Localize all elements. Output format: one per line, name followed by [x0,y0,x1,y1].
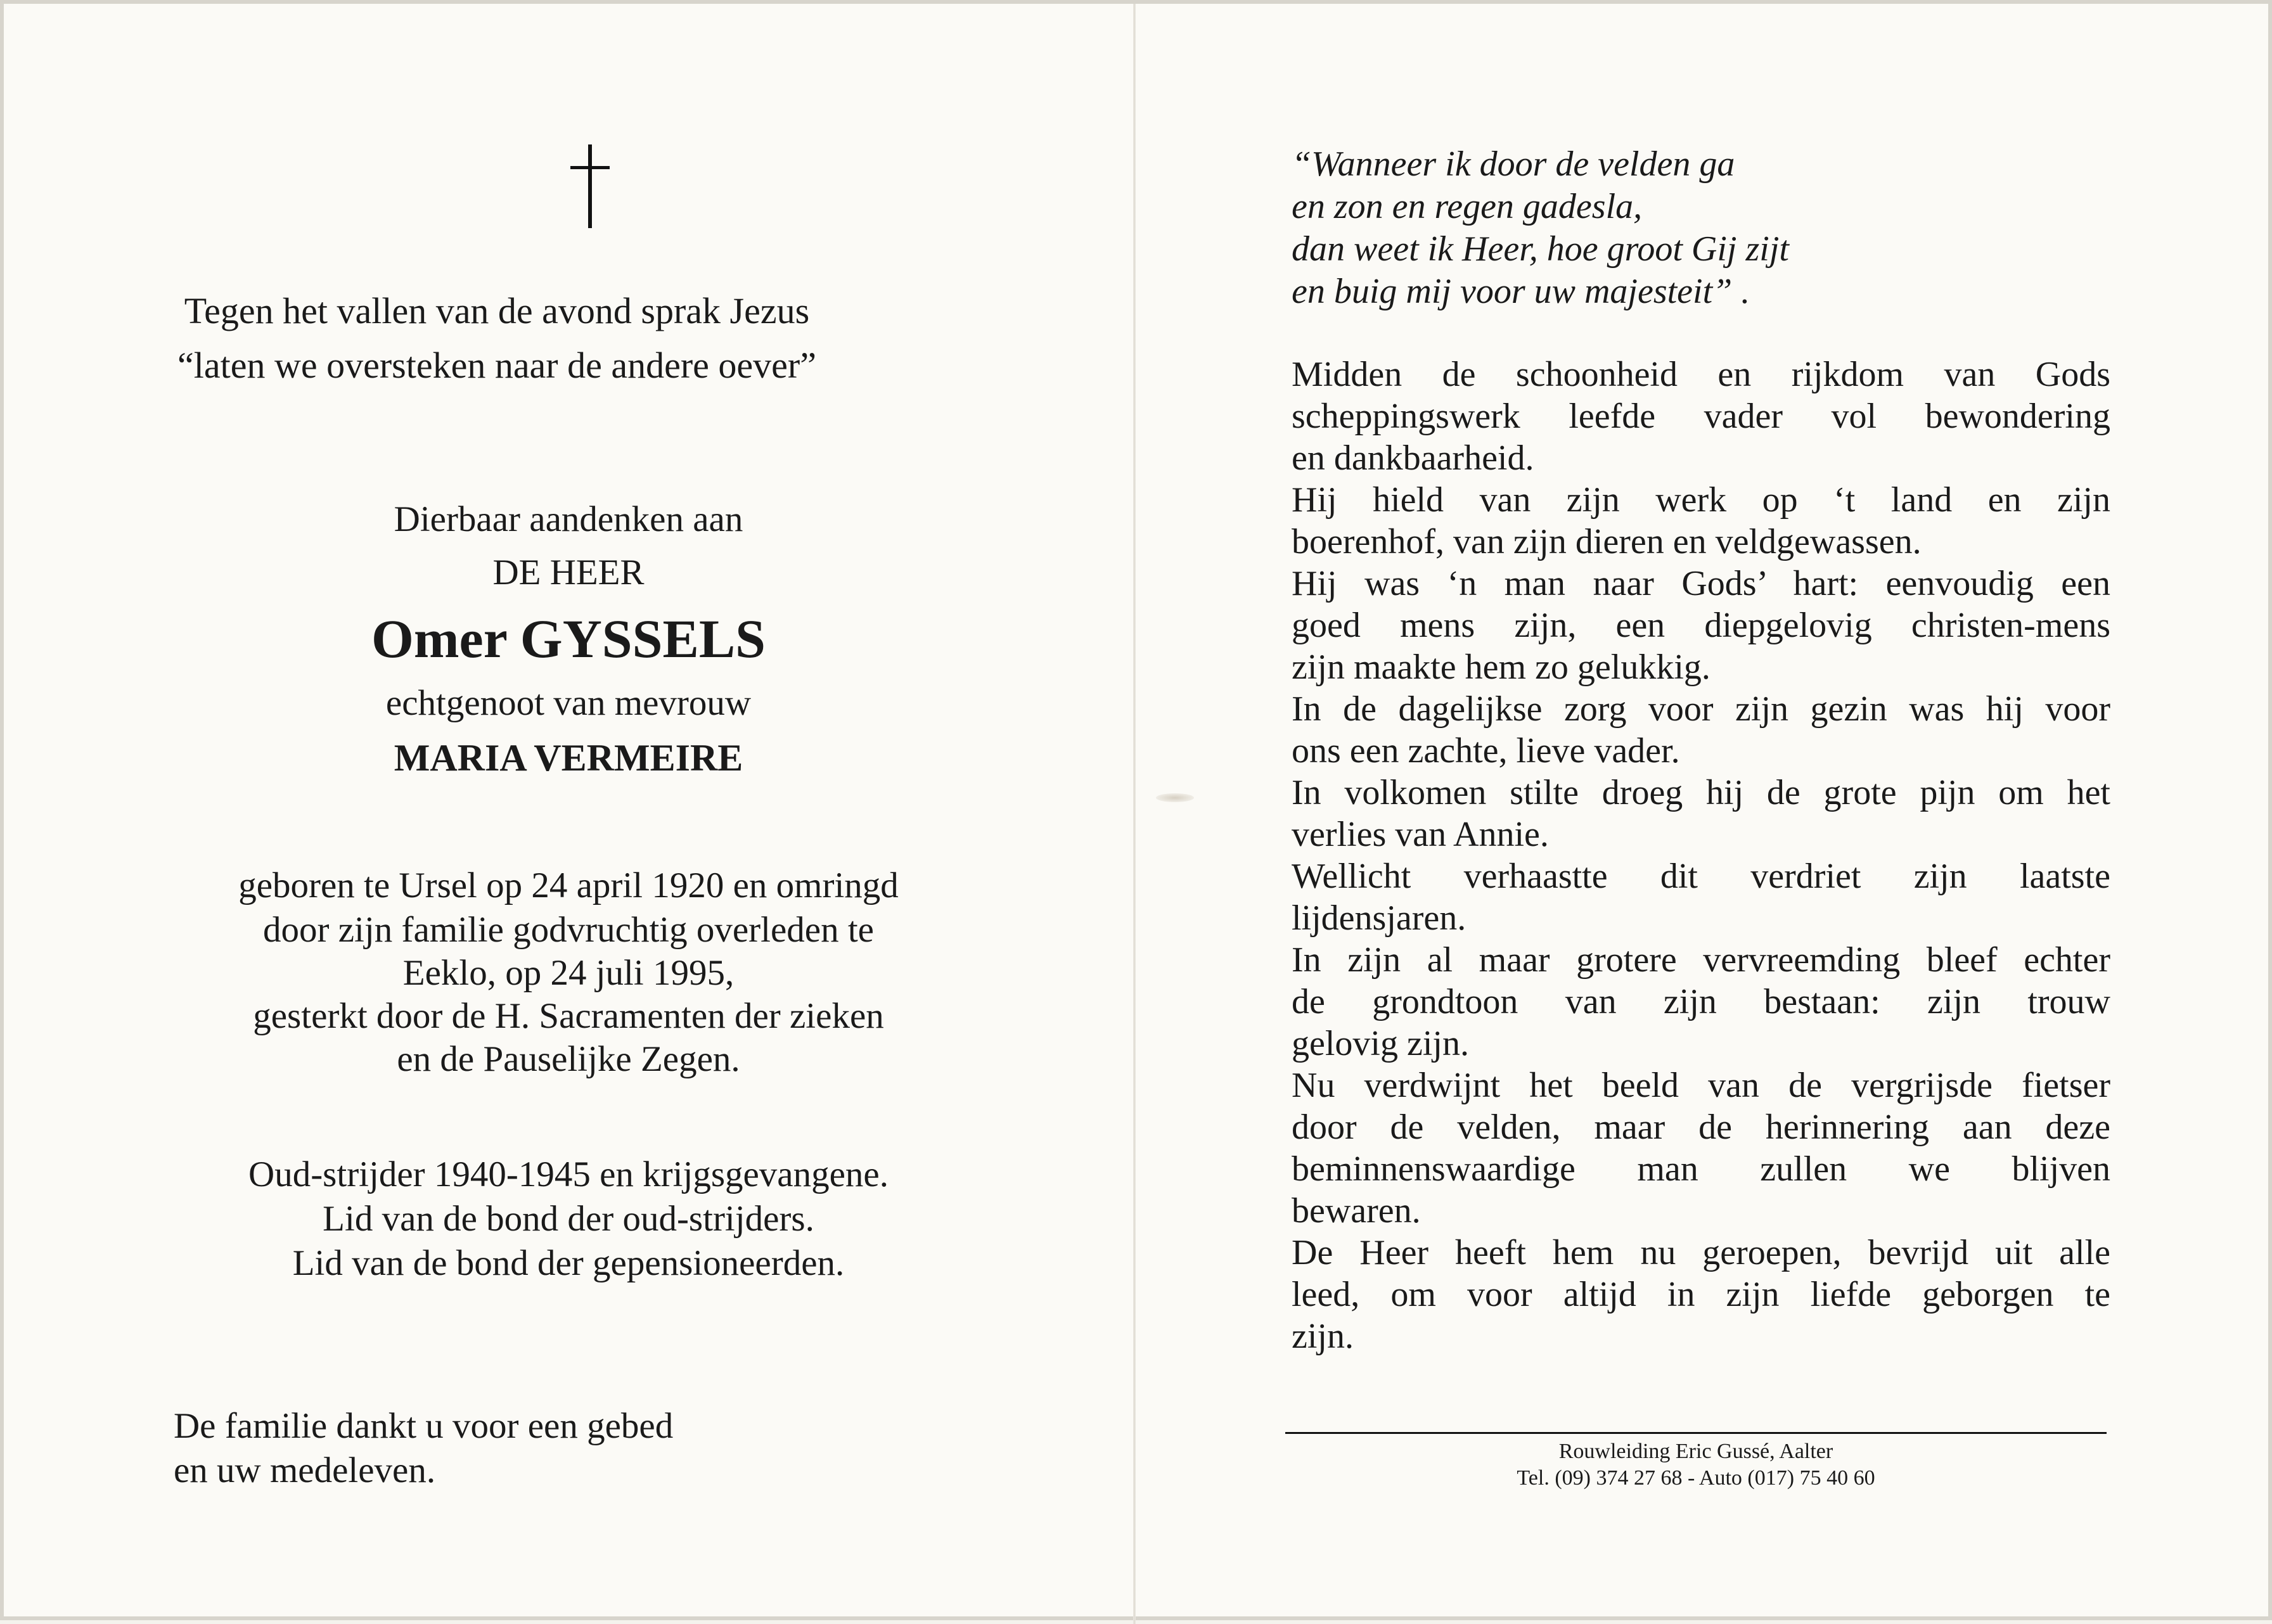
opening-quote-line-2: “laten we oversteken naar de andere oever” [177,345,816,386]
tribute-line: Hij was ‘n man naar Gods’ hart: eenvoudig een [1292,564,2110,603]
spouse-intro: echtgenoot van mevrouw [385,683,752,723]
tribute-line: scheppingswerk leefde vader vol bewondering [1292,397,2110,436]
honorific: DE HEER [492,553,645,592]
life-details-line-3: Eeklo, op 24 juli 1995, [402,953,735,993]
tribute-line: De Heer heeft hem nu geroepen, bevrijd uit alle [1292,1233,2110,1272]
tribute-line: bewaren. [1292,1191,1421,1231]
tribute-line: lijdensjaren. [1292,898,1467,938]
life-details-line-4: gesterkt door de H. Sacramenten der zieken [253,996,884,1036]
thanks-line-2: en uw medeleven. [174,1450,436,1490]
tribute-line: Nu verdwijnt het beeld van de vergrijsde fietser [1292,1066,2110,1105]
opening-quote-line-1: Tegen het vallen van de avond sprak Jezus [184,290,810,331]
undertaker-phone: Tel. (09) 374 27 68 - Auto (017) 75 40 60 [1517,1466,1875,1490]
life-details-line-1: geboren te Ursel op 24 april 1920 en omringd [238,866,899,905]
left-panel [4,4,1133,1624]
tribute-line: Midden de schoonheid en rijkdom van Gods [1292,355,2110,394]
tribute-line: In volkomen stilte droeg hij de grote pijn om het [1292,773,2110,812]
tribute-line: boerenhof, van zijn dieren en veldgewassen. [1292,522,1922,561]
tribute-line: goed mens zijn, een diepgelovig christen-mens [1292,606,2110,645]
tribute-line: In zijn al maar grotere vervreemding bleef echter [1292,940,2110,980]
cross-icon [562,144,619,233]
deceased-name: Omer GYSSELS [371,608,766,669]
tribute-line: de grondtoon van zijn bestaan: zijn trouw [1292,982,2110,1021]
family-thanks [174,1404,673,1493]
tribute-line: door de velden, maar de herinnering aan deze [1292,1108,2110,1147]
tribute-text [1292,354,2110,1357]
tribute-line: zijn maakte hem zo gelukkig. [1292,648,1710,687]
tribute-line: Hij hield van zijn werk op ‘t land en zijn [1292,480,2110,520]
poem-line-1: “Wanneer ik door de velden ga [1292,144,1735,184]
spouse-name: MARIA VERMEIRE [394,737,743,779]
poem-line-2: en zon en regen gadesla, [1292,187,1643,226]
opening-quote [177,284,816,393]
service-line-3: Lid van de bond der gepensioneerden. [292,1243,845,1283]
tribute-line: beminnenswaardige man zullen we blijven [1292,1149,2110,1189]
tribute-line: Wellicht verhaastte dit verdriet zijn laatste [1292,857,2110,896]
tribute-line: gelovig zijn. [1292,1024,1469,1063]
undertaker-name: Rouwleiding Eric Gussé, Aalter [1558,1440,1833,1463]
service-line-2: Lid van de bond der oud-strijders. [323,1199,814,1239]
tribute-line: verlies van Annie. [1292,815,1549,854]
poem-line-3: dan weet ik Heer, hoe groot Gij zijt [1292,229,1789,269]
tribute-line: en dankbaarheid. [1292,438,1534,478]
remembrance-intro: Dierbaar aandenken aan [394,499,743,539]
footer-divider [1285,1432,2107,1434]
tribute-line: In de dagelijkse zorg voor zijn gezin was hij voor [1292,689,2110,729]
service-line-1: Oud-strijder 1940-1945 en krijgsgevangene. [248,1154,889,1194]
poem [1292,143,1789,313]
life-details-line-2: door zijn familie godvruchtig overleden te [263,910,874,950]
tribute-line: leed, om voor altijd in zijn liefde geborgen te [1292,1275,2110,1314]
life-details-line-5: en de Pauselijke Zegen. [397,1039,740,1079]
poem-line-4: en buig mij voor uw majesteit” . [1292,272,1750,311]
tribute-line: zijn. [1292,1317,1354,1356]
tribute-line: ons een zachte, lieve vader. [1292,731,1680,770]
thanks-line-1: De familie dankt u voor een gebed [174,1406,674,1446]
